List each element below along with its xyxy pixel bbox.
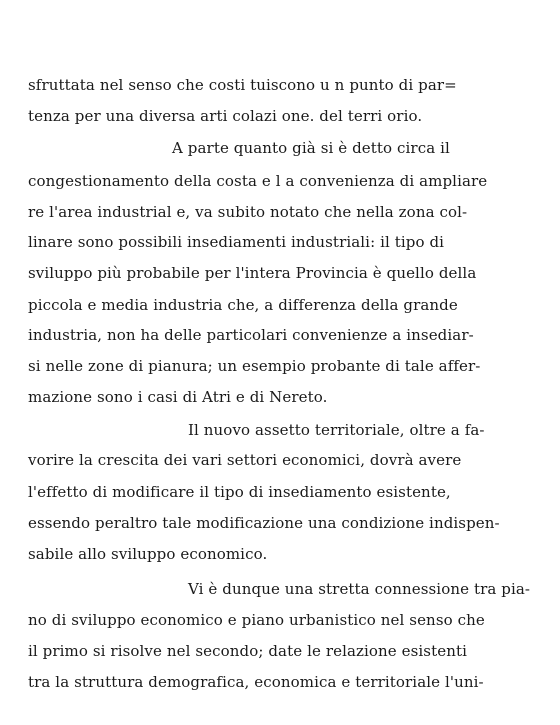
- text-line: vorire la crescita dei vari settori economici, dovrà avere: [28, 451, 462, 469]
- text-line: congestionamento della costa e l a convenienza di ampliare: [28, 172, 488, 190]
- text-line: sfruttata nel senso che costi tuiscono u n punto di par=: [28, 76, 457, 94]
- text-line: si nelle zone di pianura; un esempio probante di tale affer-: [28, 357, 481, 375]
- paragraph-first-line: Vi è dunque una stretta connessione tra pia-: [188, 580, 531, 598]
- text-line: essendo peraltro tale modificazione una condizione indispen-: [28, 514, 500, 532]
- text-line: tra la struttura demografica, economica e territoriale l'uni-: [28, 673, 484, 691]
- text-line: mazione sono i casi di Atri e di Nereto.: [28, 388, 328, 406]
- text-line: tenza per una diversa arti colazi one. del terri orio.: [28, 107, 423, 125]
- text-line: no di sviluppo economico e piano urbanistico nel senso che: [28, 611, 485, 629]
- text-line: linare sono possibili insediamenti industriali: il tipo di: [28, 233, 445, 251]
- paragraph-first-line: Il nuovo assetto territoriale, oltre a fa-: [188, 421, 485, 439]
- text-line: il primo si risolve nel secondo; date le relazione esistenti: [28, 642, 467, 660]
- text-line: l'effetto di modificare il tipo di insediamento esistente,: [28, 483, 451, 501]
- paragraph-first-line: A parte quanto già si è detto circa il: [172, 139, 450, 157]
- text-line: sabile allo sviluppo economico.: [28, 545, 268, 563]
- text-line: sviluppo più probabile per l'intera Provincia è quello della: [28, 264, 477, 282]
- text-line: piccola e media industria che, a differenza della grande: [28, 296, 458, 314]
- text-line: re l'area industrial e, va subito notato che nella zona col-: [28, 203, 468, 221]
- text-line: industria, non ha delle particolari convenienze a insediar-: [28, 326, 474, 344]
